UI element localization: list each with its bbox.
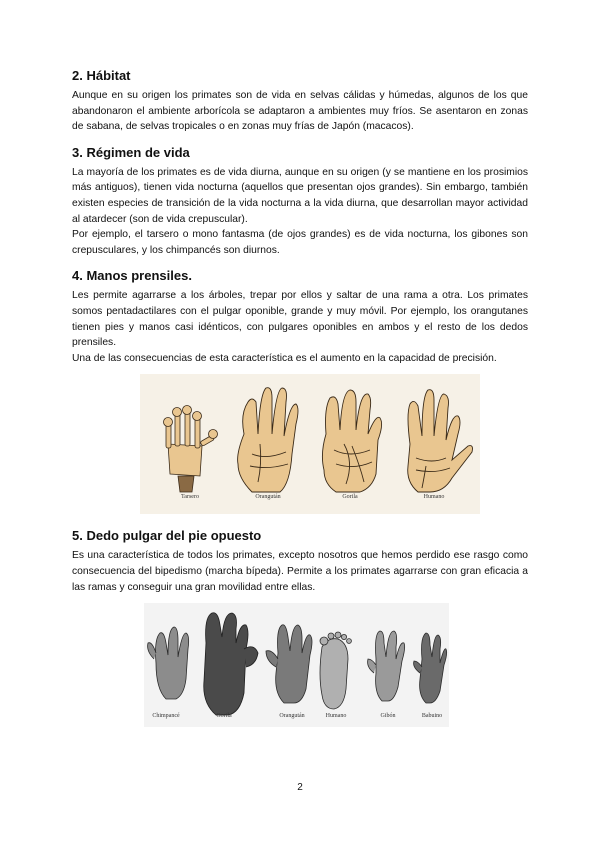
figure-caption: Tarsero <box>181 494 199 501</box>
section-heading: 4. Manos prensiles. <box>72 268 192 284</box>
section-dedo-pulgar <box>72 528 528 727</box>
document-page <box>72 68 528 737</box>
tarsier-hand-icon <box>164 406 218 493</box>
figure-caption: Chimpancé <box>152 713 180 720</box>
section-paragraph: La mayoría de los primates es de vida diurna, aunque en su origen (y se mantiene en los prosimios más antiguos), tienen vida nocturna (aquellos que presentan ojos grandes). Sin embargo, también existen especies de transición de la vida nocturna a la vida diurna, que desarrollan mayor actividad al atardecer (son de vida crepuscular). <box>72 166 528 225</box>
human-hand-icon <box>408 390 473 492</box>
figure-caption: Gorila <box>216 713 232 720</box>
page-number: 2 <box>297 782 303 793</box>
figure-caption: Gorila <box>342 494 358 501</box>
figure-caption: Orangután <box>279 713 305 720</box>
gorilla-hand-icon <box>322 390 381 492</box>
baboon-foot-icon <box>414 633 447 703</box>
section-heading: 2. Hábitat <box>72 68 131 83</box>
section-regimen-de-vida <box>72 145 528 259</box>
figure-caption: Orangután <box>255 494 281 501</box>
section-paragraph: Les permite agarrarse a los árboles, trepar por ellos y saltar de una rama a otra. Los primates somos pentadactilares con el pulgar oponible, grande y muy móvil. Por ejemplo, los orangutanes tienen pies y manos casi idénticos, con pulgares oponibles en ambos y el resto de los dedos prensiles. <box>72 290 528 349</box>
orangutan-hand-icon <box>238 388 298 492</box>
hands-figure <box>140 374 480 514</box>
feet-figure <box>144 603 449 727</box>
gorilla-foot-icon <box>204 613 258 715</box>
section-manos-prensiles <box>72 268 528 514</box>
figure-caption: Humano <box>325 713 347 720</box>
figure-caption: Humano <box>423 494 445 501</box>
section-paragraph: Por ejemplo, el tarsero o mono fantasma (de ojos grandes) es de vida nocturna, los gibones son crepusculares, y los chimpancés son diurnos. <box>72 229 528 256</box>
feet-illustration <box>144 603 449 727</box>
figure-caption: Gibón <box>380 713 396 720</box>
section-paragraph: Una de las consecuencias de esta característica es el aumento en la capacidad de precisión. <box>72 352 497 364</box>
hands-illustration <box>140 374 480 514</box>
section-habitat <box>72 68 528 135</box>
gibbon-foot-icon <box>368 631 405 701</box>
orangutan-foot-icon <box>266 625 312 703</box>
figure-caption: Babuino <box>421 713 443 720</box>
section-heading: 3. Régimen de vida <box>72 144 190 160</box>
human-foot-icon <box>320 632 351 709</box>
section-paragraph: Aunque en su origen los primates son de vida en selvas cálidas y húmedas, algunos de los que abandonaron el ambiente arborícola se adaptaron a ambientes muy fríos. Se asentaron en zonas de sabana, de selvas tropicales o en zonas muy frías de Japón (macacos). <box>72 90 528 133</box>
section-heading: 5. Dedo pulgar del pie opuesto <box>72 528 262 544</box>
section-paragraph: Es una característica de todos los primates, excepto nosotros que hemos perdido ese rasgo como consecuencia del bipedismo (marcha bípeda). Permite a los primates agarrarse con gran eficacia a las ramas y conseguir una gran movilidad entre ellas. <box>72 550 528 593</box>
chimpanzee-foot-icon <box>148 627 189 699</box>
